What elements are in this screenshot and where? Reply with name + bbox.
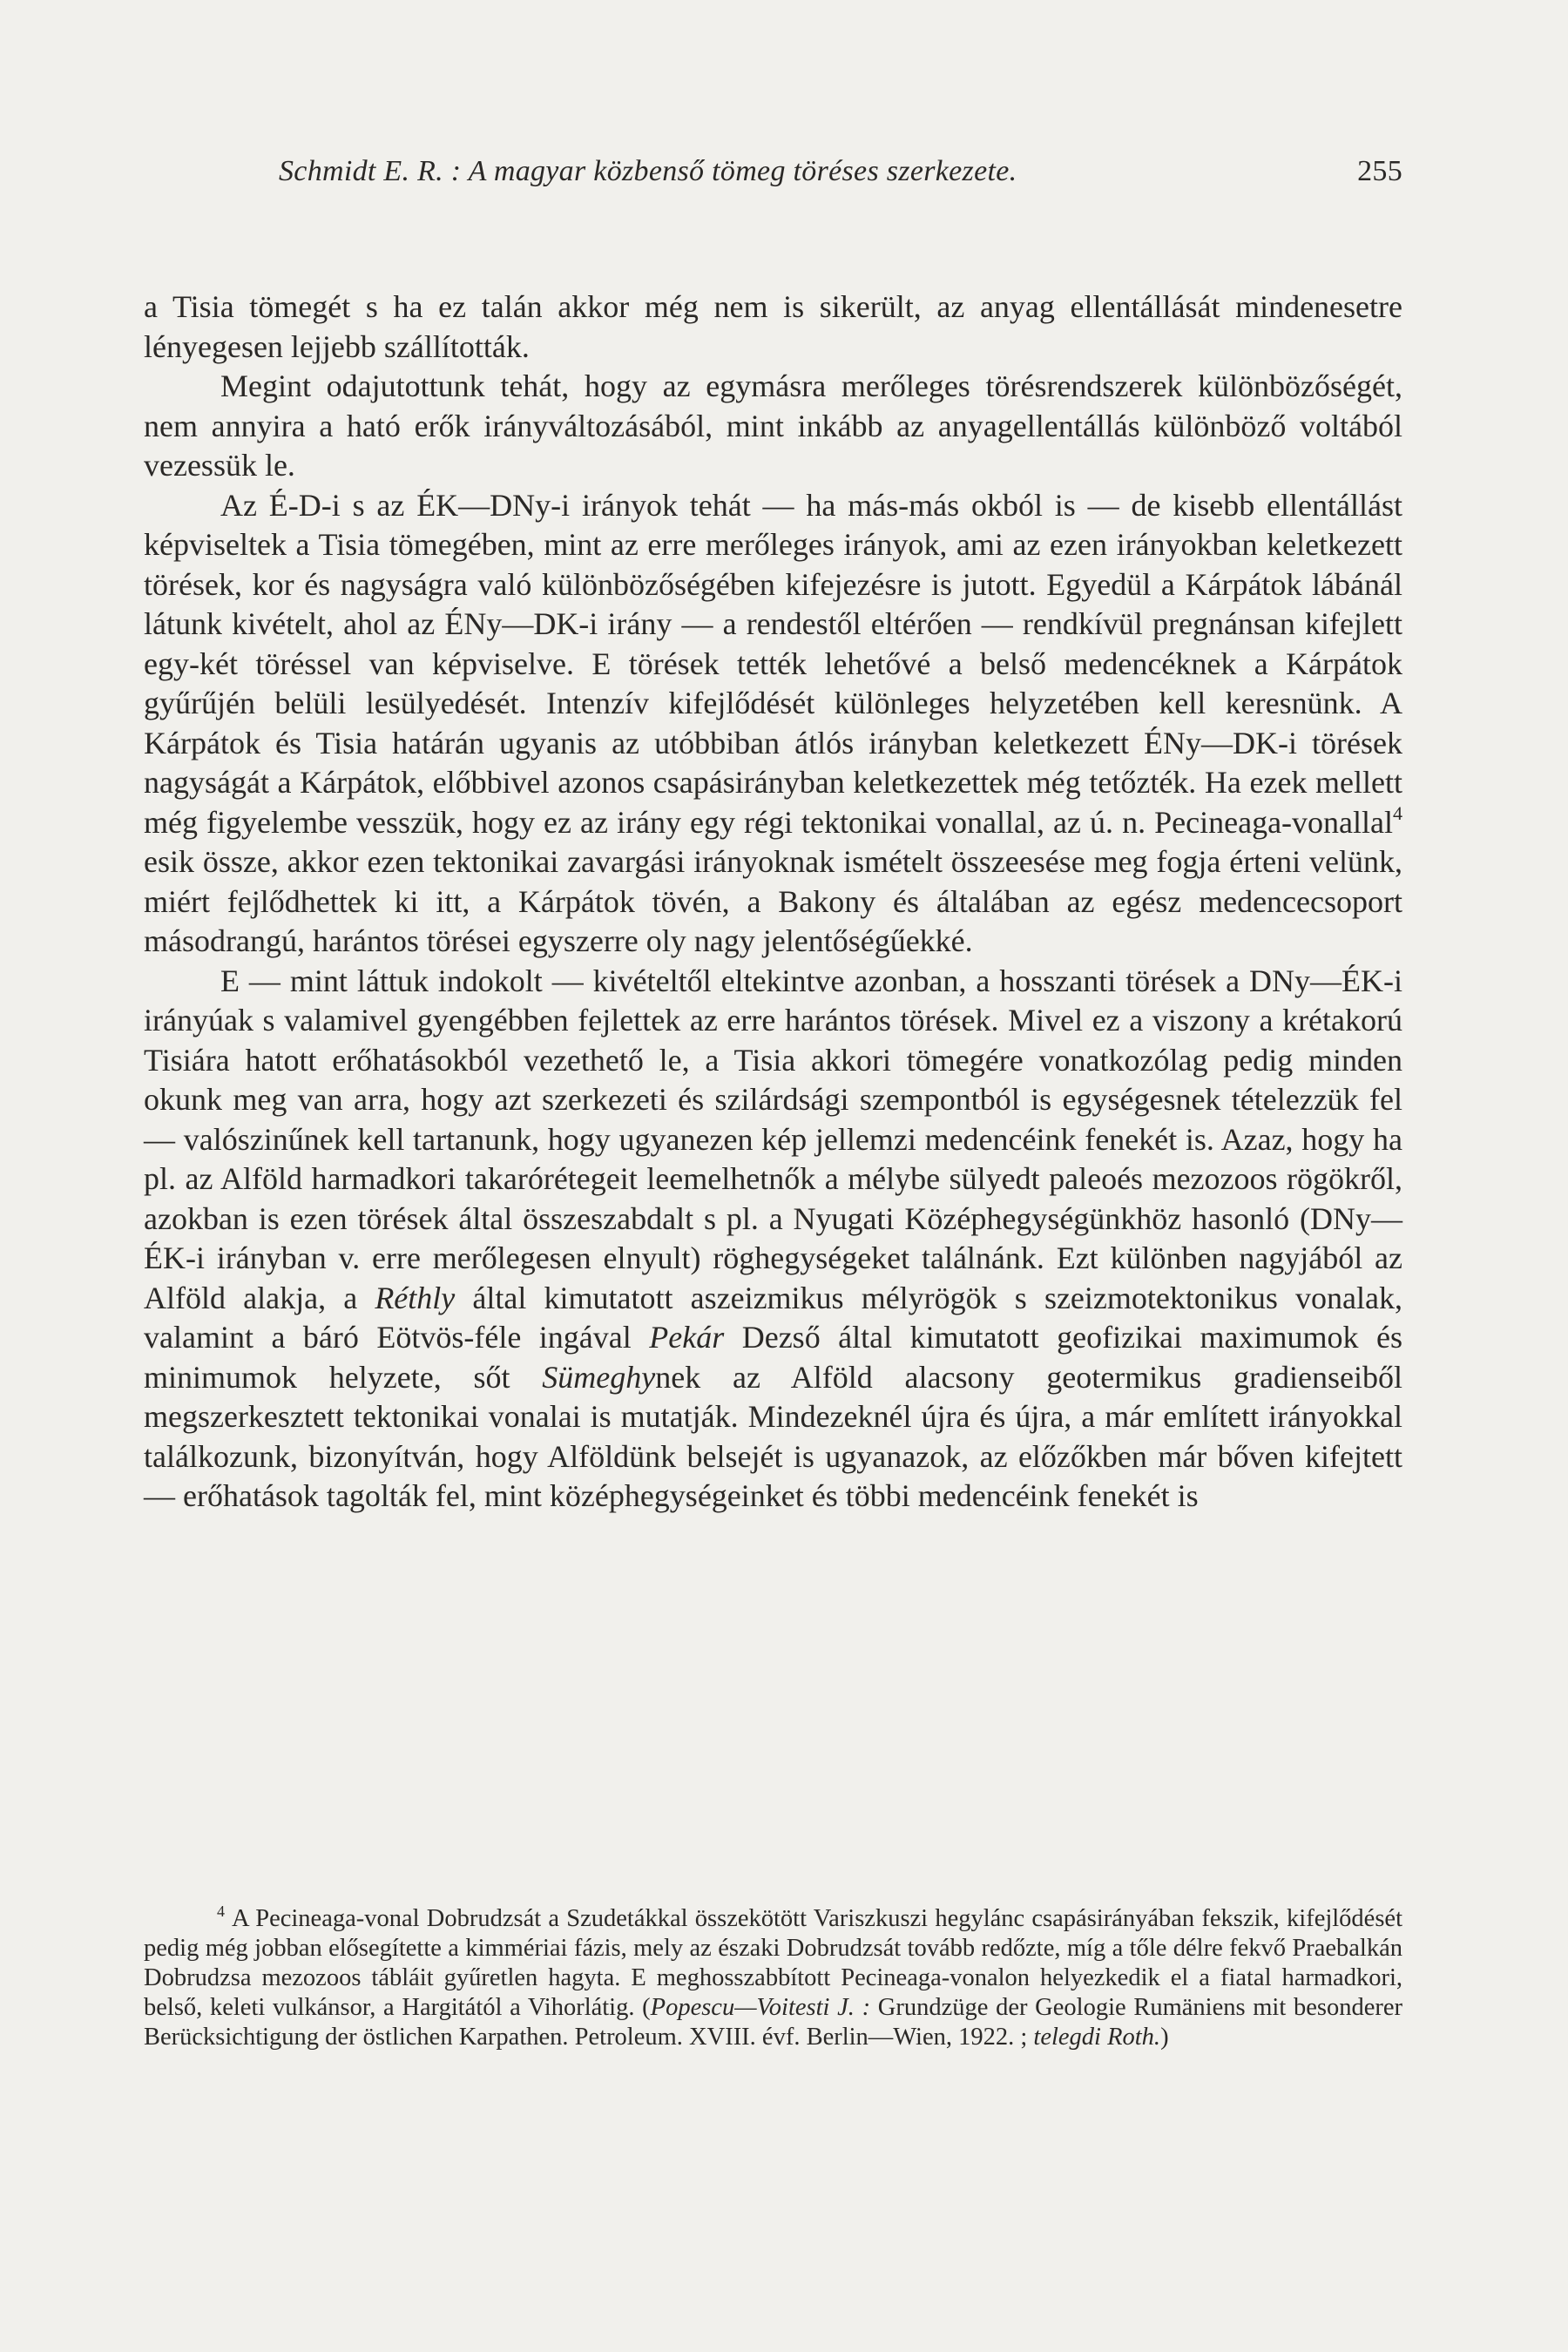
body-text [144, 287, 1402, 1517]
footnote-authors: Popescu—Voitesti J. : [650, 1994, 871, 2021]
paragraph-4-text-c: Dezső által kimutatott geofizikai maximumok és minimumok helyzete, sőt [144, 1320, 1402, 1395]
page-number: 255 [1357, 155, 1402, 187]
paragraph-3-text-a: Az É-D-i s az ÉK—DNy-i irányok tehát — ha más-más okból is — de kisebb ellentállást képviseltek a Tisia tömegében, mint az erre merőleges irányok, ami az ezen irányokban keletkezett törések, kor és nagyságra való különbözőségében kifejezésre is jutott. Egyedül a Kárpátok lábánál látunk kivételt, ahol az ÉNy—DK-i irány — a rendestől eltérően — rendkívül pregnánsan kifejlett egy-két töréssel van képviselve. E törések tették lehetővé a belső medencéknek a Kárpátok gyűrűjén belüli lesülyedését. Intenzív kifejlődését különleges helyzetében kell keresnünk. A Kárpátok és Tisia határán ugyanis az utóbbiban átlós irányban keletkezett ÉNy—DK-i törések nagyságát a Kárpátok, előbbivel azonos csapásirányban keletkezettek még tetőzték. Ha ezek mellett még figyelembe vesszük, hogy ez az irány egy régi tektonikai vonallal, az ú. n. Pecineaga-vonallal [144, 487, 1402, 840]
author-name-sumeghy: Sümeghy [542, 1359, 656, 1395]
footnote-translator: telegdi Roth. [1033, 2024, 1161, 2051]
author-name-rethly: Réthly [375, 1280, 456, 1315]
paragraph-3-text-b: esik össze, akkor ezen tektonikai zavargási irányoknak ismételt összeesése meg fogja érteni velünk, miért fejlődhettek ki itt, a Kárpátok tövén, a Bakony és általában az egész medencecsoport másodrangú, harántos törései egyszerre oly nagy jelentőségűekké. [144, 844, 1402, 958]
paragraph-3 [144, 486, 1402, 962]
footnote [144, 1904, 1402, 2052]
running-head [279, 155, 1402, 188]
author-name-pekar: Pekár [649, 1320, 725, 1355]
running-title: Schmidt E. R. : A magyar közbenső tömeg töréses szerkezete. [279, 155, 1017, 187]
footnote-text-a: A Pecineaga-vonal Dobrudzsát a Szudetákkal összekötött Variszkuszi hegylánc csapásirányában fekszik, kifejlődését pedig még jobban elősegítette a kimmériai fázis, mely az északi Dobrudzsát tovább redőzte, míg a tőle délre fekvő Praebalkán Dobrudzsa mezozoos tábláit gyűretlen hagyta. E meghosszabbított Pecineaga-vonalon helyezkedik el a fiatal harmadkori, belső, keleti vulkánsor, a Hargitától a Vihorlátig. ( [144, 1905, 1402, 2021]
paragraph-4-text-b: által kimutatott aszeizmikus mélyrögök s szeizmotektonikus vonalak, valamint a báró Eötvös-féle ingával [144, 1280, 1402, 1355]
paragraph-1: a Tisia tömegét s ha ez talán akkor még nem is sikerült, az anyag ellentállását mindenesetre lényegesen lejjebb szállították. [144, 289, 1402, 364]
paragraph-2: Megint odajutottunk tehát, hogy az egymásra merőleges törésrendszerek különbözőségét, nem annyira a ható erők irányváltozásából, mint inkább az anyagellentállás különböző voltából vezessük le. [144, 368, 1402, 483]
footnote-reference: 4 [1393, 801, 1402, 824]
paragraph-4 [144, 962, 1402, 1517]
footnote-text-c: ) [1160, 2024, 1169, 2051]
paragraph-4-text-d: nek az Alföld alacsony geotermikus gradienseiből megszerkesztett tektonikai vonalai is mutatják. Mindezeknél újra és újra, a már említett irányokkal találkozunk, bizonyítván, hogy Alföldünk belsejét is ugyanazok, az előzőkben már bőven kifejtett — erőhatások tagolták fel, mint középhegységeinket és többi medencéink fenekét is [144, 1359, 1402, 1513]
footnote-mark: 4 [217, 1903, 225, 1920]
footnote-paragraph [144, 1904, 1402, 2052]
paragraph-4-text-a: E — mint láttuk indokolt — kivételtől eltekintve azonban, a hosszanti törések a DNy—ÉK-i irányúak s valamivel gyengébben fejlettek az erre harántos törések. Mivel ez a viszony a krétakorú Tisiára hatott erőhatásokból vezethető le, a Tisia akkori tömegére vonatkozólag pedig minden okunk meg van arra, hogy azt szerkezeti és szilárdsági szempontból is egységesnek tételezzük fel — valószinűnek kell tartanunk, hogy ugyanezen kép jellemzi medencéink fenekét is. Azaz, hogy ha pl. az Alföld harmadkori takarórétegeit leemelhetnők a mélybe sülyedt paleoés mezozoos rögökről, azokban is ezen törések által összeszabdalt s pl. a Nyugati Középhegységünkhöz hasonló (DNy—ÉK-i irányban v. erre merőlegesen elnyult) röghegységeket találnánk. Ezt különben nagyjából az Alföld alakja, a [144, 963, 1402, 1315]
footnote-text-b: Grundzüge der Geologie Rumäniens mit besonderer Berücksichtigung der östlichen Karpathen. Petroleum. XVIII. évf. Berlin—Wien, 1922. ; [144, 1994, 1402, 2051]
